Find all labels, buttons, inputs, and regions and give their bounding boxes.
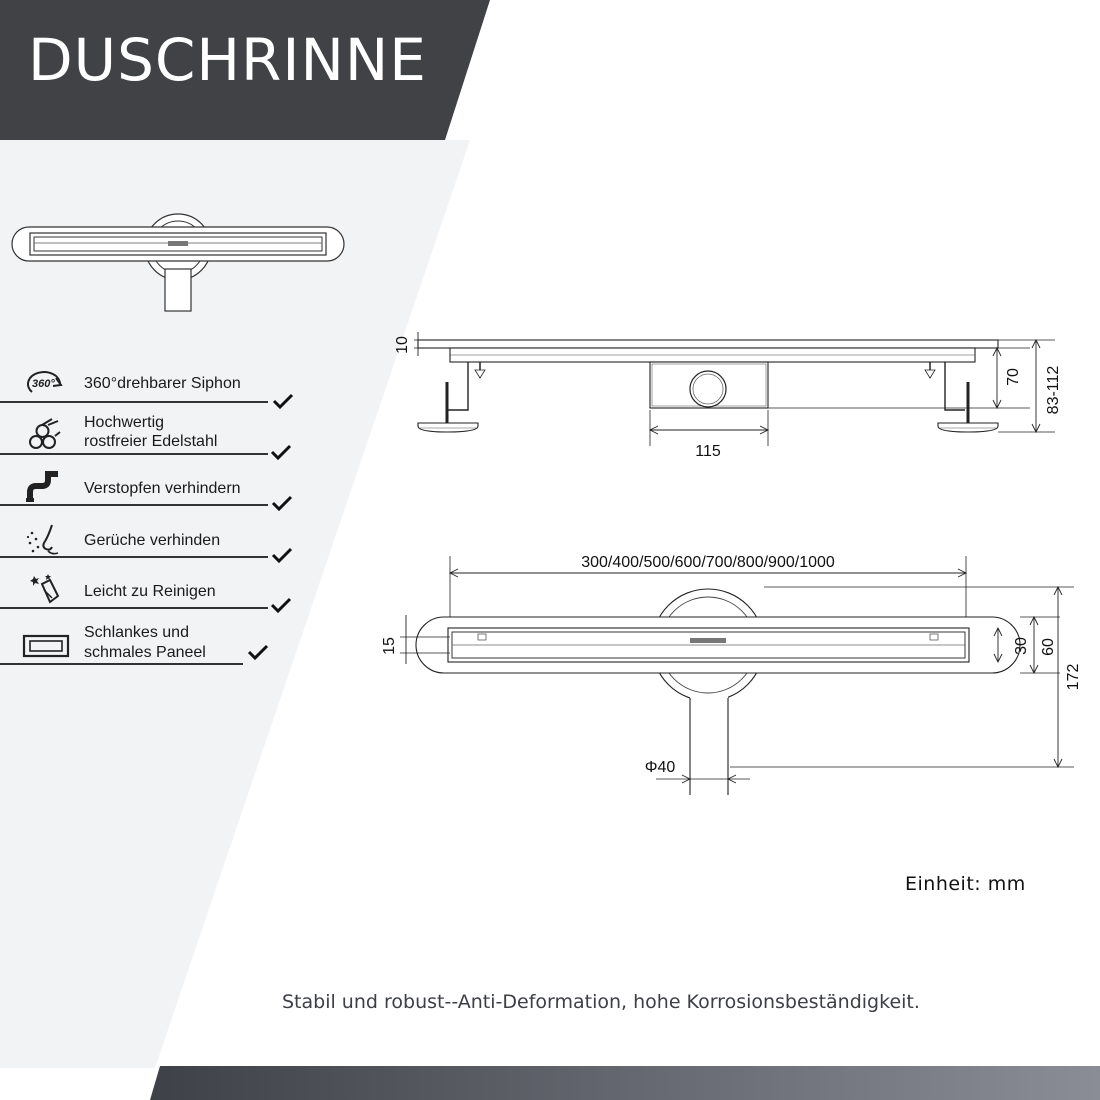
unit-note: Einheit: mm <box>905 873 1026 895</box>
checkmark-icon <box>271 546 293 564</box>
feature-odor <box>0 516 300 566</box>
dim-total-height: 83-112 <box>1045 365 1062 415</box>
feature-label: rostfreier Edelstahl <box>84 433 218 450</box>
slim-panel-icon <box>22 626 70 666</box>
divider <box>0 401 268 403</box>
divider <box>0 556 268 558</box>
divider <box>0 607 268 609</box>
dim-pipe-diameter: Φ40 <box>644 759 676 776</box>
feature-clog <box>0 465 300 515</box>
checkmark-icon <box>270 596 292 614</box>
feature-label: Leicht zu Reinigen <box>84 583 216 600</box>
divider <box>0 453 268 455</box>
side-view-drawing <box>380 320 1080 470</box>
dim-total-width: 172 <box>1065 663 1082 691</box>
divider <box>0 663 243 665</box>
page-title: DUSCHRINNE <box>28 26 427 94</box>
cleaning-spray-icon <box>22 570 70 610</box>
checkmark-icon <box>270 443 292 461</box>
feature-label: Hochwertig <box>84 414 165 431</box>
dim-lengths: 300/400/500/600/700/800/900/1000 <box>581 554 835 571</box>
svg-text:360°: 360° <box>32 378 55 390</box>
dim-siphon-width: 115 <box>695 443 721 460</box>
dim-channel-width: 60 <box>1040 638 1057 656</box>
dim-body-height: 70 <box>1005 368 1022 386</box>
bottom-bar <box>0 1066 1100 1100</box>
feature-steel <box>0 410 300 460</box>
checkmark-icon <box>272 392 294 410</box>
dim-slot-width: 15 <box>381 637 398 655</box>
top-view-drawing <box>370 540 1090 800</box>
bent-pipe-icon <box>22 468 70 508</box>
footer-text: Stabil und robust--Anti-Deformation, hohe Korrosionsbeständigkeit. <box>282 991 920 1013</box>
nose-odor-icon <box>22 521 70 561</box>
feature-label: Gerüche verhinden <box>84 532 221 549</box>
checkmark-icon <box>247 643 269 661</box>
feature-label: Schlankes und <box>84 624 189 641</box>
feature-siphon <box>0 360 300 410</box>
feature-panel <box>0 620 300 670</box>
feature-clean <box>0 567 300 617</box>
steel-pipes-icon <box>22 414 70 454</box>
product-thumbnail <box>8 205 348 315</box>
feature-label: schmales Paneel <box>84 644 206 661</box>
feature-label: Verstopfen verhindern <box>84 480 241 497</box>
dim-top-thickness: 10 <box>394 336 411 354</box>
dim-grate-width: 30 <box>1013 637 1030 655</box>
feature-label: 360°drehbarer Siphon <box>84 375 241 392</box>
checkmark-icon <box>271 494 293 512</box>
rotate-360-icon <box>22 362 70 402</box>
divider <box>0 504 268 506</box>
